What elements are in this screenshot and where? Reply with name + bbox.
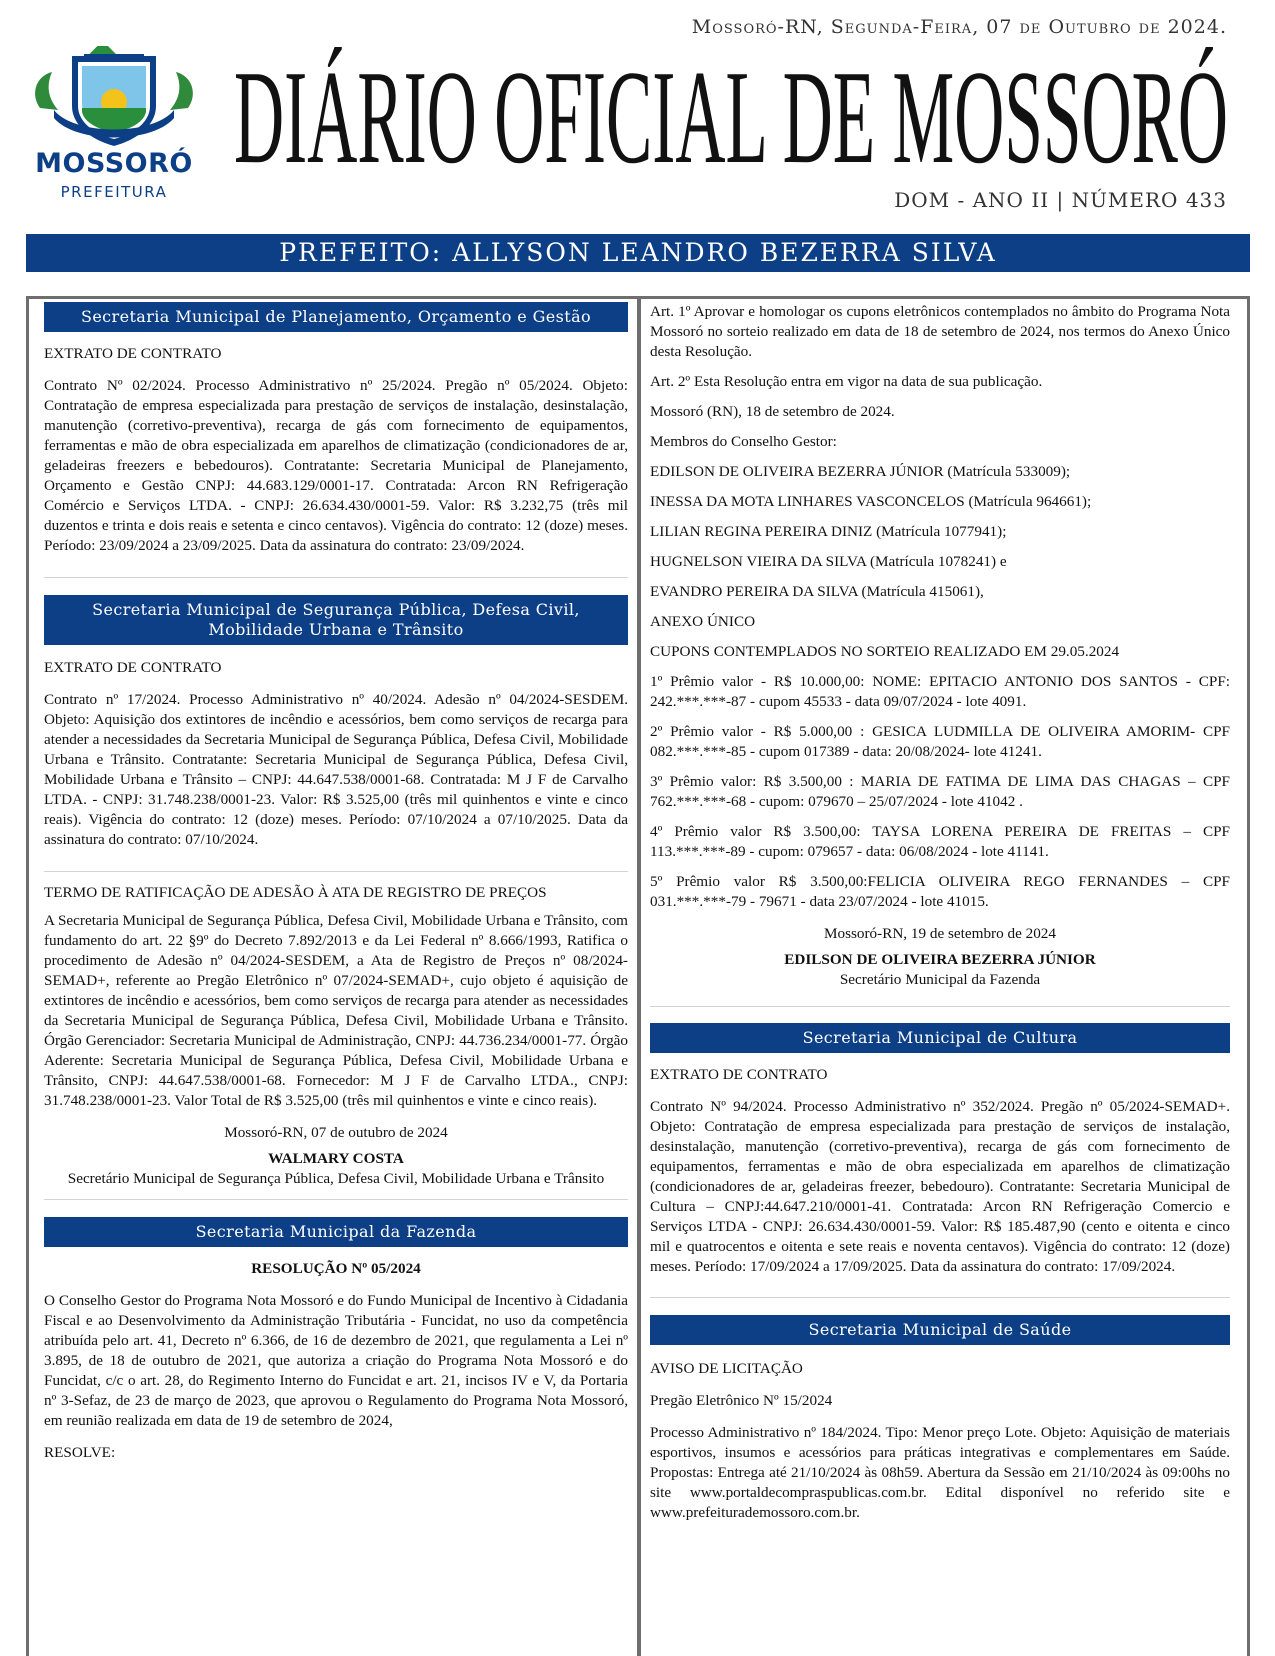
member-item: LILIAN REGINA PEREIRA DINIZ (Matrícula 1077941); [650, 523, 1007, 540]
section-header-cultura: Secretaria Municipal de Cultura [650, 1023, 1230, 1053]
resolution-date: Mossoró (RN), 18 de setembro de 2024. [650, 403, 895, 420]
issue-number: DOM - ANO II | NÚMERO 433 [894, 188, 1227, 212]
section-title: EXTRATO DE CONTRATO [44, 659, 222, 676]
logo-wordmark: MOSSORÓ [35, 148, 193, 179]
prize-item: 4º Prêmio valor R$ 3.500,00: TAYSA LORENA PEREIRA DE FREITAS – CPF 113.***.***-89 - cupom: 079657 - data: 06/08/2024 - lote 41141. [650, 823, 1230, 860]
member-item: EVANDRO PEREIRA DA SILVA (Matrícula 415061), [650, 583, 984, 600]
article-2: Art. 2º Esta Resolução entra em vigor na data de sua publicação. [650, 373, 1043, 390]
left-column [44, 302, 628, 1463]
contract-text: Contrato nº 17/2024. Processo Administrativo nº 40/2024. Adesão nº 04/2024-SESDEM. Objeto: Aquisição dos extintores de incêndio e acessórios, bem como serviços de recarga para atender a necessidades da Secretaria Municipal de Segurança Pública, Defesa Civil, Mobilidade Urbana e Trânsito. Contratante: Secretaria Municipal de Segurança Pública, Defesa Civil, Mobilidade Urbana e Trânsito – CNPJ: 44.647.538/0001-68. Contratada: M J F de Carvalho LTDA. - CNPJ: 31.748.238/0001-23. Valor: R$ 3.525,00 (três mil quinhentos e vinte e cinco reais). Vigência do contrato: 12 (doze) meses. Período: 07/10/2024 a 07/10/2025. Data da assinatura do contrato: 07/10/2024. [44, 691, 628, 848]
ratification-text: A Secretaria Municipal de Segurança Pública, Defesa Civil, Mobilidade Urbana e Trânsito, com fundamento do art. 22 §9º do Decreto 7.892/2013 e da Lei Federal nº 8.666/1993, Ratifica o procedimento de Adesão nº 04/2024-SESDEM, a Ata de Registro de Preços nº 08/2024-SEMAD+, referente ao Pregão Eletrônico nº 07/2024-SEMAD+, cujo objeto é aquisição de extintores de incêndio e acessórios, bem como serviços de recarga para atender as necessidades da Secretaria Municipal de Segurança Pública, Defesa Civil, Mobilidade Urbana e Trânsito. Órgão Gerenciador: Secretaria Municipal de Administração, CNPJ: 44.736.234/0001-77. Órgão Aderente: Secretaria Municipal de Segurança Pública, Defesa Civil, Mobilidade Urbana e Trânsito, CNPJ: 44.647.538/0001-68. Fornecedor: M J F de Carvalho LTDA., CNPJ: 31.748.238/0001-23. Valor Total de R$ 3.525,00 (três mil quinhentos e vinte e cinco reais). [44, 912, 628, 1109]
column-divider [637, 296, 641, 1656]
article-1: Art. 1º Aprovar e homologar os cupons eletrônicos contemplados no âmbito do Programa Nota Mossoró no sorteio realizado em data de 18 de setembro de 2024, nos termos do Anexo Único desta Resolução. [650, 303, 1230, 360]
masthead-title-text: DIÁRIO OFICIAL DE MOSSORÓ [234, 46, 1228, 176]
prize-item: 1º Prêmio valor - R$ 10.000,00: NOME: EPITACIO ANTONIO DOS SANTOS - CPF: 242.***.***-87 - cupom 45533 - data 09/07/2024 - lote 4091. [650, 673, 1230, 710]
separator [44, 871, 628, 872]
member-item: HUGNELSON VIEIRA DA SILVA (Matrícula 1078241) e [650, 553, 1007, 570]
contract-text: Contrato Nº 94/2024. Processo Administrativo nº 352/2024. Pregão nº 05/2024-SEMAD+. Objeto: Contratação de empresa especializada para prestação de serviços de instalação, desinstalação, manutenção (corretivo-preventiva), recarga de gás com fornecimento de equipamentos, ferramentas e mão de obra especializada em aparelhos de climatização (condicionadores de ar, geladeiras freezer, bebedouro). Contratante: Secretaria Municipal de Cultura – CNPJ:44.647.210/0001-41. Contratada: Arcon RN Refrigeração Comercio e Serviços LTDA - CNPJ: 26.634.430/0001-59. Valor: R$ 185.487,90 (cento e oitenta e cinco mil e quatrocentos e oitenta e sete reais e noventa centavos). Vigência do contrato: 12 (doze) meses. Período: 17/09/2024 a 17/09/2025. Data da assinatura do contrato: 17/09/2024. [650, 1098, 1230, 1275]
prize-item: 5º Prêmio valor R$ 3.500,00:FELICIA OLIVEIRA REGO FERNANDES – CPF 031.***.***-79 - 79671 - data 23/07/2024 - lote 41015. [650, 873, 1230, 910]
separator [44, 577, 628, 578]
section-header-seguranca: Secretaria Municipal de Segurança Pública, Defesa Civil, Mobilidade Urbana e Trânsito [44, 595, 628, 645]
annex-title: ANEXO ÚNICO [650, 613, 756, 630]
signer-role: Secretário Municipal da Fazenda [839, 971, 1041, 988]
prize-item: 2º Prêmio valor - R$ 5.000,00 : GESICA LUDMILLA DE OLIVEIRA AMORIM- CPF 082.***.***-85 - cupom 017389 - data: 20/08/2024- lote 41241. [650, 723, 1230, 760]
section-header-saude: Secretaria Municipal de Saúde [650, 1315, 1230, 1345]
masthead-title [232, 46, 1232, 176]
place-date: Mossoró-RN, 19 de setembro de 2024 [823, 925, 1056, 942]
prefeitura-logo [24, 46, 204, 208]
mayor-banner: PREFEITO: ALLYSON LEANDRO BEZERRA SILVA [26, 234, 1250, 272]
logo-subtitle: PREFEITURA [60, 183, 168, 201]
section-header-fazenda: Secretaria Municipal da Fazenda [44, 1217, 628, 1247]
resolution-text: O Conselho Gestor do Programa Nota Mossoró e do Fundo Municipal de Incentivo à Cidadania Fiscal e ao Desenvolvimento da Administração Tributária - Funcidat, no uso da competência atribuída pelo art. 41, Decreto nº 6.366, de 16 de dezembro de 2021, que regulamenta a Lei nº 3.895, de 18 de outubro de 2021, que autoriza a criação do Programa Nota Mossoró e do Funcidat, c/c o art. 28, do Regimento Interno do Funcidat e art. 21, incisos IV e V, da Portaria nº 3-Sefaz, de 23 de março de 2023, que aprovou o Regulamento do Programa Nota Mossoró, em reunião realizada em data de 19 de setembro de 2024, [44, 1292, 628, 1429]
annex-subtitle: CUPONS CONTEMPLADOS NO SORTEIO REALIZADO EM 29.05.2024 [650, 643, 1120, 660]
section-title: EXTRATO DE CONTRATO [650, 1066, 828, 1083]
place-date: Mossoró-RN, 07 de outubro de 2024 [224, 1124, 448, 1141]
coat-of-arms-icon [24, 46, 204, 148]
ratification-title: TERMO DE RATIFICAÇÃO DE ADESÃO À ATA DE REGISTRO DE PREÇOS [44, 884, 547, 901]
member-item: INESSA DA MOTA LINHARES VASCONCELOS (Matrícula 964661); [650, 493, 1092, 510]
dateline: Mossoró-RN, Segunda-Feira, 07 de Outubro de 2024. [691, 16, 1227, 38]
separator [650, 1297, 1230, 1298]
resolution-title: RESOLUÇÃO Nº 05/2024 [251, 1260, 421, 1277]
section-title: EXTRATO DE CONTRATO [44, 345, 222, 362]
members-title: Membros do Conselho Gestor: [650, 433, 837, 450]
member-item: EDILSON DE OLIVEIRA BEZERRA JÚNIOR (Matrícula 533009); [650, 463, 1071, 480]
signer-name: WALMARY COSTA [268, 1150, 404, 1167]
signer-name: EDILSON DE OLIVEIRA BEZERRA JÚNIOR [784, 951, 1096, 968]
section-header-planejamento: Secretaria Municipal de Planejamento, Orçamento e Gestão [44, 302, 628, 332]
section-title: AVISO DE LICITAÇÃO [650, 1360, 803, 1377]
separator [650, 1006, 1230, 1007]
separator [44, 1199, 628, 1200]
signer-role: Secretário Municipal de Segurança Pública, Defesa Civil, Mobilidade Urbana e Trânsito [67, 1170, 605, 1187]
prize-item: 3º Prêmio valor: R$ 3.500,00 : MARIA DE FATIMA DE LIMA DAS CHAGAS – CPF 762.***.***-68 - cupom: 079670 – 25/07/2024 - lote 41042 . [650, 773, 1230, 810]
tender-number: Pregão Eletrônico Nº 15/2024 [650, 1392, 833, 1409]
right-column [650, 302, 1230, 1523]
tender-text: Processo Administrativo nº 184/2024. Tipo: Menor preço Lote. Objeto: Aquisição de materiais esportivos, insumos e acessórios para práticas integrativas e complementares em Saúde. Propostas: Entrega até 21/10/2024 às 08h59. Abertura da Sessão em 21/10/2024 às 09:00hs no site www.portaldecompraspublicas.com.br. Edital disponível no referido site e www.prefeiturademossoro.com.br. [650, 1424, 1230, 1521]
contract-text: Contrato Nº 02/2024. Processo Administrativo nº 25/2024. Pregão nº 05/2024. Objeto: Contratação de empresa especializada para prestação de serviços de instalação, desinstalação, manutenção (corretivo-preventiva), recarga de gás com fornecimento de equipamentos, ferramentas e mão de obra especializada em aparelhos de climatização (condicionadores de ar, geladeiras freezers e bebedouros). Contratante: Secretaria Municipal de Planejamento, Orçamento e Gestão CNPJ: 44.683.129/0001-17. Contratada: Arcon RN Refrigeração Comércio e Serviços LTDA. - CNPJ: 26.634.430/0001-59. Valor: R$ 3.232,75 (três mil duzentos e trinta e dois reais e setenta e cinco centavos). Vigência do contrato: 12 (doze) meses. Período: 23/09/2024 a 23/09/2025. Data da assinatura do contrato: 23/09/2024. [44, 377, 628, 554]
resolve-label: RESOLVE: [44, 1444, 116, 1461]
